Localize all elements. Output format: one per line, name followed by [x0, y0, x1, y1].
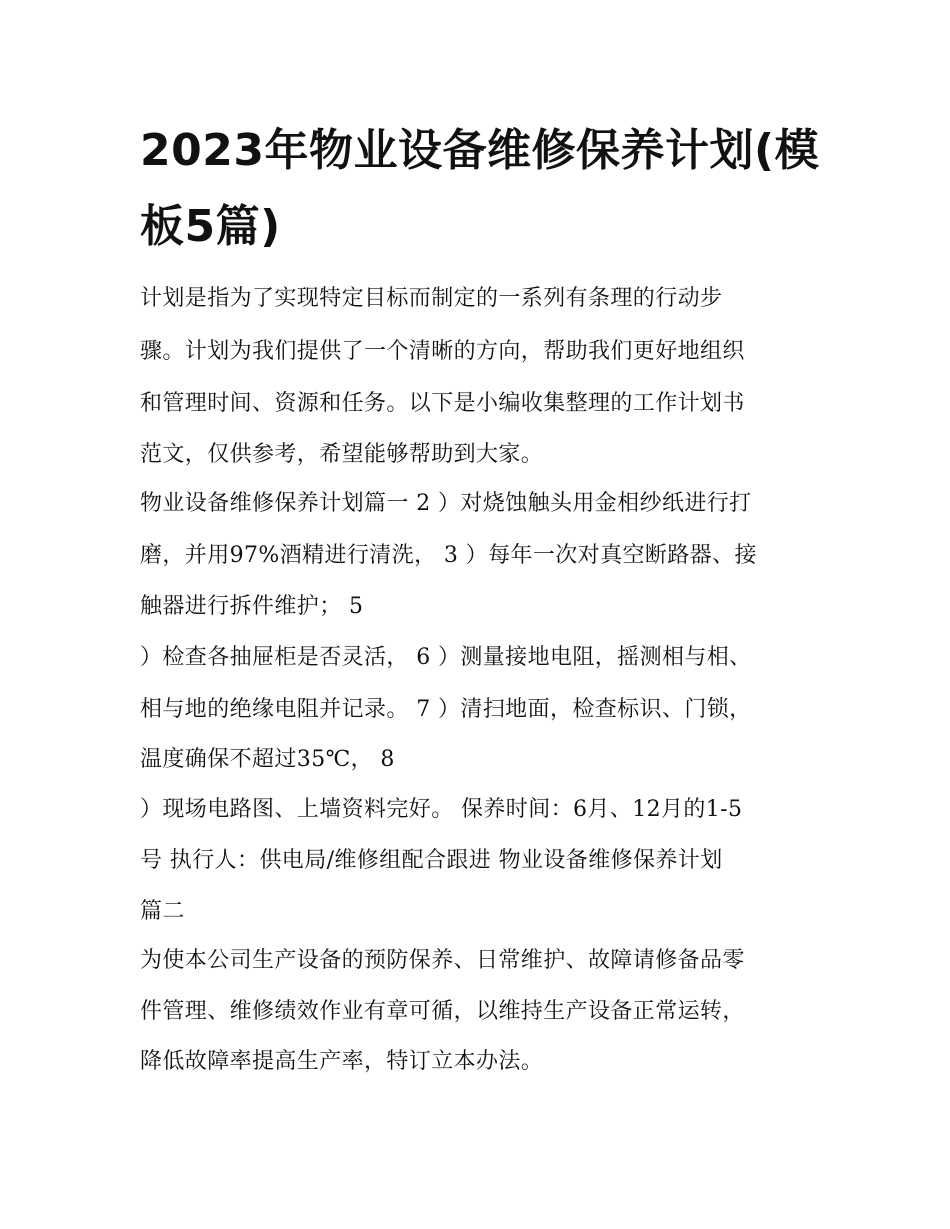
paragraph-line: 篇二 — [140, 899, 185, 924]
paragraph-line: 温度确保不超过35℃， 8 — [140, 747, 395, 772]
paragraph-line: 和管理时间、资源和任务。以下是小编收集整理的工作计划书 — [140, 391, 745, 416]
paragraph-line: 降低故障率提高生产率，特订立本办法。 — [140, 1049, 544, 1074]
paragraph-line: ）现场电路图、上墙资料完好。 保养时间：6月、12月的1-5 — [140, 797, 743, 822]
paragraph-line: 范文，仅供参考，希望能够帮助到大家。 — [140, 442, 544, 467]
paragraph-line: 号 执行人：供电局/维修组配合跟进 物业设备维修保养计划 — [140, 848, 723, 873]
document-title: 2023年物业设备维修保养计划(模板5篇) — [140, 125, 820, 252]
paragraph-line: 磨，并用97%酒精进行清洗， 3 ）每年一次对真空断路器、接 — [140, 543, 757, 568]
paragraph-line: 骤。计划为我们提供了一个清晰的方向，帮助我们更好地组织 — [140, 339, 745, 364]
paragraph-line: 相与地的绝缘电阻并记录。 7 ）清扫地面，检查标识、门锁， — [140, 697, 752, 722]
paragraph-line: 件管理、维修绩效作业有章可循，以维持生产设备正常运转， — [140, 999, 745, 1024]
paragraph-line: 计划是指为了实现特定目标而制定的一系列有条理的行动步 — [140, 286, 723, 311]
paragraph-line: ）检查各抽屉柜是否灵活， 6 ）测量接地电阻，摇测相与相、 — [140, 645, 752, 670]
paragraph-line: 触器进行拆件维护； 5 — [140, 594, 364, 619]
paragraph-line: 物业设备维修保养计划篇一 2 ）对烧蚀触头用金相纱纸进行打 — [140, 491, 752, 516]
paragraph-line: 为使本公司生产设备的预防保养、日常维护、故障请修备品零 — [140, 948, 745, 973]
